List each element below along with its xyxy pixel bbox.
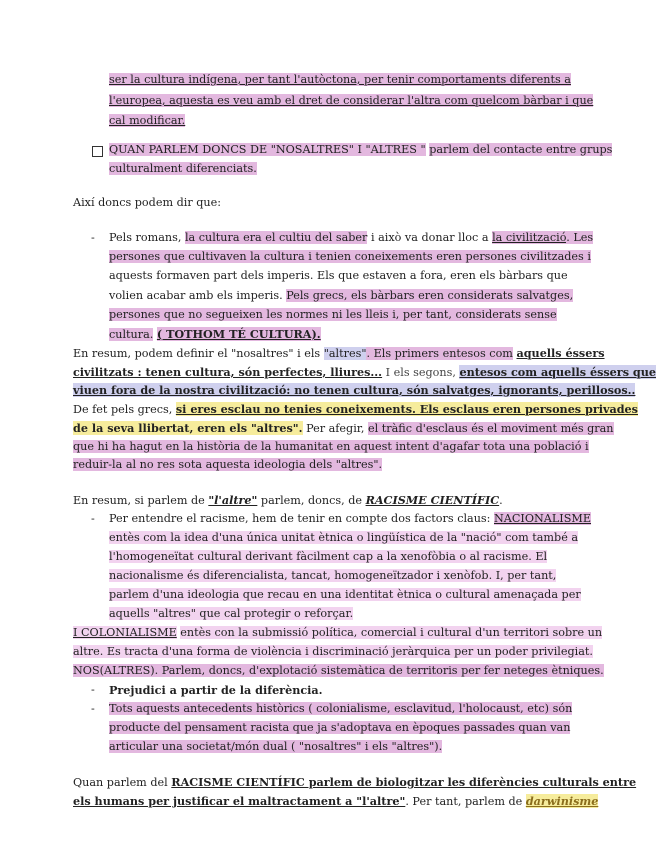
plain-text: . (499, 494, 503, 507)
underlined-text: aquells éssers (516, 346, 605, 360)
highlighted-text: cal modificar. (109, 114, 186, 127)
checkbox-bullet-icon (92, 146, 103, 157)
highlighted-text: "altres" (323, 347, 367, 360)
text-line (109, 327, 321, 342)
text-line (109, 702, 573, 716)
text-line (109, 721, 571, 735)
plain-text: En resum, podem definir el "nosaltres" i els (73, 347, 321, 360)
highlighted-text: ( TOTHOM TÉ CULTURA). (156, 327, 321, 341)
text-line (109, 289, 574, 303)
bullet-dash: - (91, 683, 95, 696)
plain-text: En resum, si parlem de (73, 494, 205, 507)
plain-text: i això va donar lloc a (370, 231, 489, 244)
highlighted-text: culturalment diferenciats. (109, 162, 257, 175)
text-line (73, 440, 589, 454)
text-line (109, 231, 594, 245)
text-line (109, 740, 442, 754)
bold-text: Prejudici a partir de la diferència. (109, 683, 323, 697)
plain-text: parlem, doncs, de (260, 494, 363, 507)
highlighted-text: entès con la submissió política, comercial i cultural d'un territori sobre un (180, 626, 603, 639)
text-line (73, 365, 656, 380)
highlighted-text: aquells "altres" que cal protegir o reforçar. (109, 607, 354, 620)
plain-text: I els segons, (385, 366, 456, 379)
highlighted-text: persones que cultivaven la cultura i tenien coneixements eren persones civilitzades i (109, 250, 591, 263)
text-line (73, 626, 603, 640)
bullet-dash: - (91, 702, 95, 715)
bullet-dash: - (91, 512, 95, 525)
highlighted-text: articular una societat/món dual ( "nosaltres" i els "altres"). (109, 740, 443, 753)
highlighted-text: de la seva llibertat, eren els "altres". (73, 421, 303, 435)
text-line (109, 607, 353, 621)
highlighted-text: viuen fora de la nostra civilització: no tenen cultura, són salvatges, ignorants, perillosos.. (73, 383, 636, 397)
highlighted-text: . Les (566, 231, 594, 244)
text-line (109, 588, 581, 602)
plain-text: . Per tant, parlem de (405, 795, 523, 808)
highlighted-text: l'europea, aquesta es veu amb el dret de considerar l'altra com quelcom bàrbar i que (109, 94, 594, 107)
highlighted-text: reduir-la al no res sota aquesta ideologia dels "altres". (73, 458, 383, 471)
plain-text: Per afegir, (306, 422, 365, 435)
text-line (73, 664, 604, 678)
text-line (73, 383, 636, 398)
highlighted-text: el tràfic d'esclaus és el moviment més gran (368, 422, 614, 435)
text-line (109, 550, 548, 564)
bullet-dash: - (91, 231, 95, 244)
highlighted-text: la civilització (492, 231, 567, 244)
plain-text: aquests formaven part dels imperis. Els que estaven a fora, eren els bàrbars que (109, 269, 568, 282)
plain-text: Pels romans, (109, 231, 182, 244)
highlighted-text: producte del pensament racista que ja s'adoptava en èpoques passades quan van (109, 721, 571, 734)
underlined-text: civilitzats : tenen cultura, són perfectes, lliures... (73, 365, 383, 379)
underlined-text: RACISME CIENTÍFIC (365, 493, 500, 507)
underlined-text: els humans per justificar el maltractament a "l'altre" (73, 794, 406, 808)
highlighted-text: . Els primers entesos com (366, 347, 513, 360)
highlighted-text: ser la cultura indígena, per tant l'autòctona, per tenir comportaments diferents a (109, 73, 571, 86)
text-line (109, 269, 568, 283)
text-line (109, 114, 185, 128)
text-line (73, 196, 221, 210)
text-line (73, 402, 638, 417)
highlighted-text: Tots aquests antecedents històrics ( colonialisme, esclavitud, l'holocaust, etc) són (109, 702, 573, 715)
plain-text: Així doncs podem dir que: (73, 196, 222, 209)
text-line (109, 73, 571, 87)
highlighted-text: cultura. (109, 328, 154, 341)
text-line (109, 94, 594, 108)
highlighted-text: parlem del contacte entre grups (429, 143, 613, 156)
highlighted-text: Pels grecs, els bàrbars eren considerats salvatges, (286, 289, 574, 302)
text-line (109, 531, 579, 545)
text-line (73, 421, 614, 436)
highlighted-text: entesos com aquells éssers que (459, 365, 656, 379)
underlined-text: "l'altre" (208, 493, 258, 507)
highlighted-text: parlem d'una ideologia que recau en una identitat ètnica o cultural amenaçada per (109, 588, 581, 601)
plain-text: Quan parlem del (73, 776, 168, 789)
highlighted-text: si eres esclau no tenies coneixements. Els esclaus eren persones privades (175, 402, 638, 416)
highlighted-text: QUAN PARLEM DONCS DE "NOSALTRES" I "ALTRES " (109, 143, 426, 156)
highlighted-text: I COLONIALISME (73, 626, 177, 639)
highlighted-text: que hi ha hagut en la història de la humanitat en aquest intent d'agafar tota una població i (73, 440, 589, 453)
highlighted-text: NACIONALISME (493, 512, 592, 525)
text-line (73, 645, 593, 659)
text-line (73, 458, 382, 472)
text-line (109, 512, 592, 526)
text-line (73, 794, 599, 809)
text-line (109, 250, 591, 264)
text-line (109, 569, 557, 583)
highlighted-text: nacionalisme és diferencialista, tancat, homogeneïtzador i xenòfob. I, per tant, (109, 569, 557, 582)
text-line (73, 493, 503, 508)
plain-text: De fet pels grecs, (73, 403, 173, 416)
text-line (109, 143, 613, 157)
highlighted-text: altre. Es tracta d'una forma de violència i discriminació jeràrquica per un poder privilegiat. (73, 645, 593, 658)
text-line (109, 308, 557, 322)
text-line (109, 162, 257, 176)
highlighted-text: darwinisme (525, 794, 599, 808)
underlined-text: RACISME CIENTÍFIC parlem de biologitzar les diferències culturals entre (171, 775, 637, 789)
plain-text: volien acabar amb els imperis. (109, 289, 283, 302)
text-line (73, 346, 605, 361)
text-line (73, 775, 637, 790)
highlighted-text: la cultura era el cultiu del saber (184, 231, 368, 244)
highlighted-text: NOS(ALTRES). Parlem, doncs, d'explotació sistemàtica de territoris per fer neteges ètniques. (73, 664, 604, 677)
highlighted-text: persones que no segueixen les normes ni les lleis i, per tant, considerats sense (109, 308, 557, 321)
highlighted-text: l'homogeneïtat cultural derivant fàcilment cap a la xenofòbia o al racisme. El (109, 550, 548, 563)
highlighted-text: entès com la idea d'una única unitat ètnica o lingüística de la "nació" com també a (109, 531, 579, 544)
text-line (109, 683, 323, 698)
plain-text: Per entendre el racisme, hem de tenir en compte dos factors claus: (109, 512, 491, 525)
